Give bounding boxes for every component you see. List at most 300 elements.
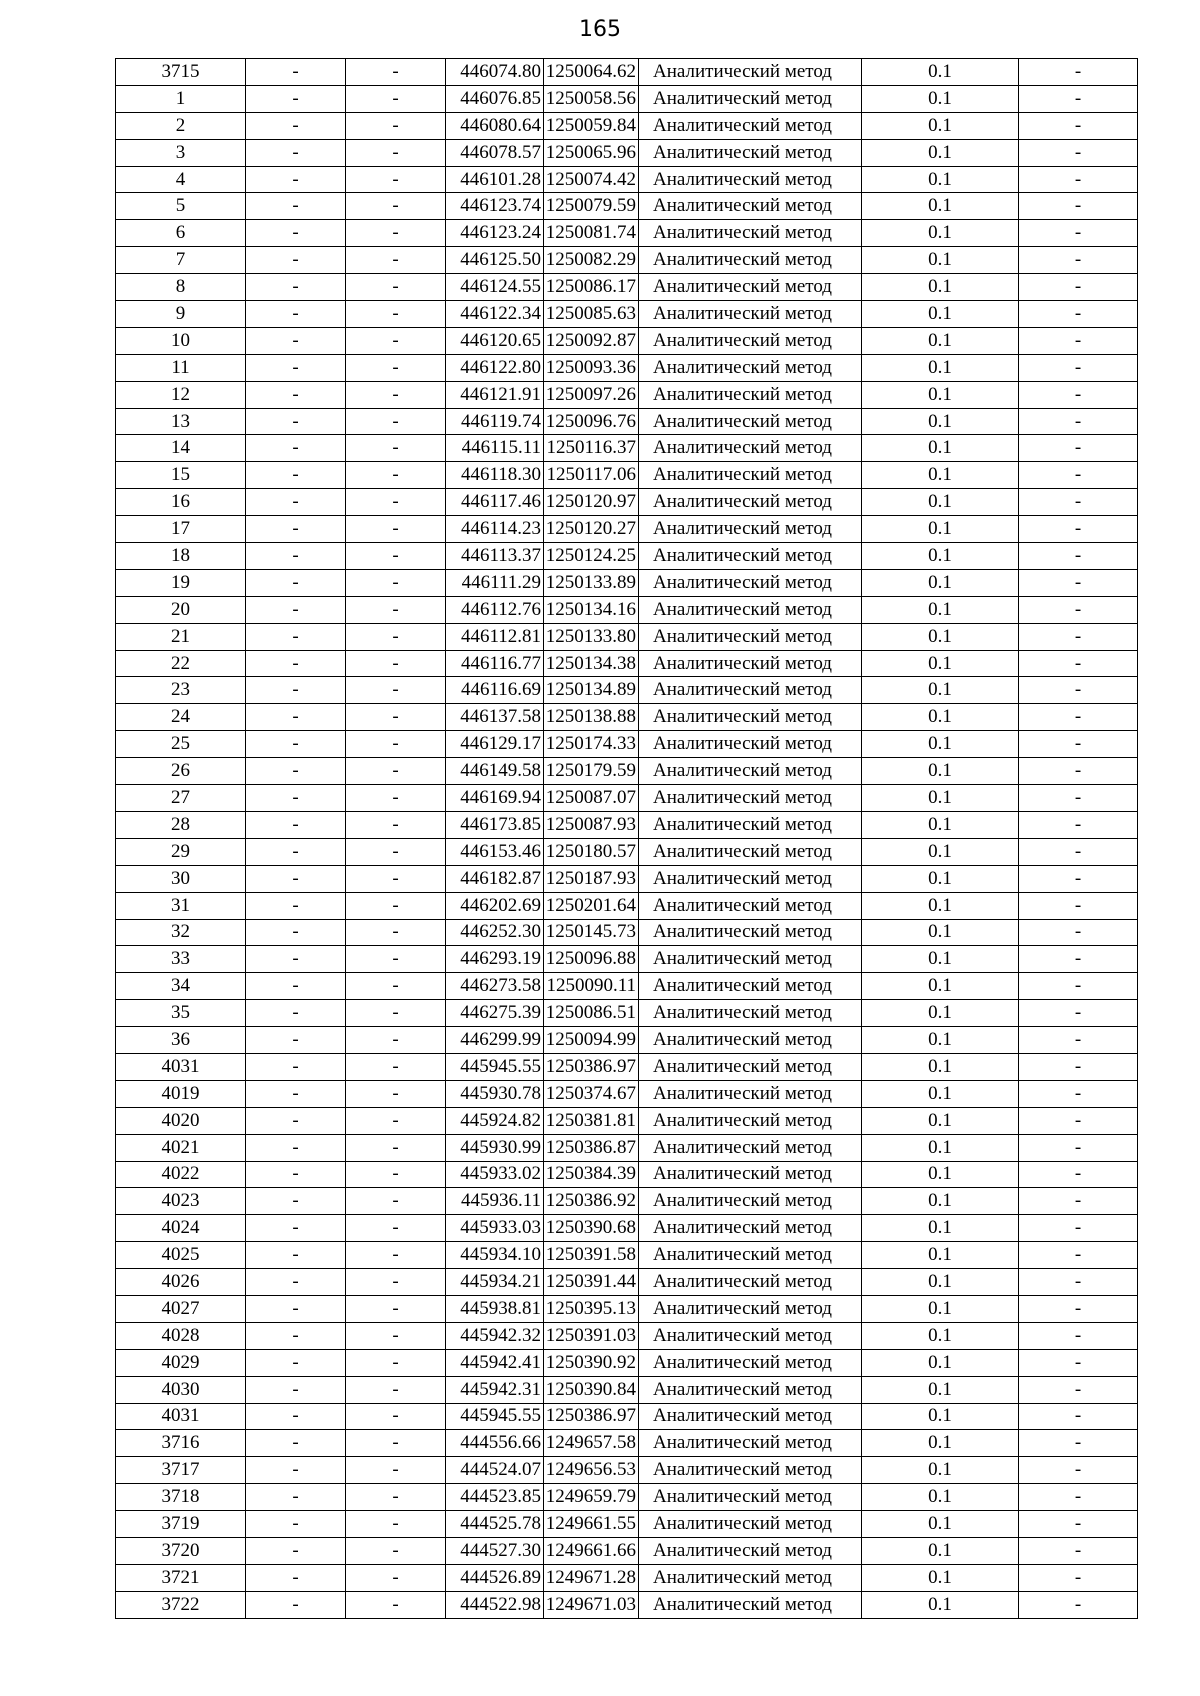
empty-value-cell: - [346, 1000, 446, 1027]
y-coordinate-cell: 1250395.13 [544, 1295, 639, 1322]
x-coordinate-cell: 446129.17 [446, 731, 544, 758]
method-cell: Аналитический метод [639, 811, 862, 838]
x-coordinate-cell: 446116.77 [446, 650, 544, 677]
point-number-cell: 4031 [116, 1403, 246, 1430]
method-cell: Аналитический метод [639, 1484, 862, 1511]
y-coordinate-cell: 1250134.89 [544, 677, 639, 704]
point-number-cell: 4019 [116, 1080, 246, 1107]
point-number-cell: 13 [116, 408, 246, 435]
point-number-cell: 29 [116, 838, 246, 865]
empty-value-cell: - [246, 811, 346, 838]
y-coordinate-cell: 1250124.25 [544, 543, 639, 570]
table-row [116, 354, 1138, 381]
note-cell: - [1019, 1457, 1138, 1484]
point-number-cell: 8 [116, 274, 246, 301]
method-cell: Аналитический метод [639, 1215, 862, 1242]
y-coordinate-cell: 1250085.63 [544, 301, 639, 328]
y-coordinate-cell: 1250065.96 [544, 139, 639, 166]
empty-value-cell: - [346, 381, 446, 408]
point-number-cell: 4022 [116, 1161, 246, 1188]
x-coordinate-cell: 446125.50 [446, 247, 544, 274]
empty-value-cell: - [346, 85, 446, 112]
empty-value-cell: - [246, 193, 346, 220]
empty-value-cell: - [246, 59, 346, 86]
note-cell: - [1019, 1269, 1138, 1296]
table-row [116, 139, 1138, 166]
table-row [116, 166, 1138, 193]
y-coordinate-cell: 1250381.81 [544, 1107, 639, 1134]
note-cell: - [1019, 838, 1138, 865]
method-cell: Аналитический метод [639, 1053, 862, 1080]
note-cell: - [1019, 247, 1138, 274]
empty-value-cell: - [246, 1430, 346, 1457]
accuracy-cell: 0.1 [862, 1027, 1019, 1054]
point-number-cell: 4025 [116, 1242, 246, 1269]
empty-value-cell: - [246, 435, 346, 462]
empty-value-cell: - [246, 1000, 346, 1027]
y-coordinate-cell: 1250094.99 [544, 1027, 639, 1054]
y-coordinate-cell: 1250090.11 [544, 973, 639, 1000]
method-cell: Аналитический метод [639, 892, 862, 919]
method-cell: Аналитический метод [639, 408, 862, 435]
empty-value-cell: - [246, 139, 346, 166]
method-cell: Аналитический метод [639, 543, 862, 570]
x-coordinate-cell: 446124.55 [446, 274, 544, 301]
x-coordinate-cell: 446074.80 [446, 59, 544, 86]
y-coordinate-cell: 1250391.03 [544, 1322, 639, 1349]
y-coordinate-cell: 1250133.80 [544, 623, 639, 650]
table-row [116, 1269, 1138, 1296]
empty-value-cell: - [246, 1591, 346, 1618]
empty-value-cell: - [246, 1537, 346, 1564]
point-number-cell: 23 [116, 677, 246, 704]
note-cell: - [1019, 623, 1138, 650]
point-number-cell: 7 [116, 247, 246, 274]
point-number-cell: 18 [116, 543, 246, 570]
empty-value-cell: - [246, 1376, 346, 1403]
point-number-cell: 11 [116, 354, 246, 381]
method-cell: Аналитический метод [639, 489, 862, 516]
note-cell: - [1019, 677, 1138, 704]
accuracy-cell: 0.1 [862, 274, 1019, 301]
x-coordinate-cell: 446113.37 [446, 543, 544, 570]
note-cell: - [1019, 731, 1138, 758]
empty-value-cell: - [346, 731, 446, 758]
x-coordinate-cell: 446114.23 [446, 516, 544, 543]
empty-value-cell: - [246, 865, 346, 892]
table-row [116, 543, 1138, 570]
point-number-cell: 4031 [116, 1053, 246, 1080]
point-number-cell: 35 [116, 1000, 246, 1027]
point-number-cell: 25 [116, 731, 246, 758]
point-number-cell: 22 [116, 650, 246, 677]
table-row [116, 327, 1138, 354]
accuracy-cell: 0.1 [862, 623, 1019, 650]
point-number-cell: 4030 [116, 1376, 246, 1403]
accuracy-cell: 0.1 [862, 1322, 1019, 1349]
point-number-cell: 3719 [116, 1511, 246, 1538]
accuracy-cell: 0.1 [862, 758, 1019, 785]
note-cell: - [1019, 166, 1138, 193]
method-cell: Аналитический метод [639, 1107, 862, 1134]
empty-value-cell: - [246, 1080, 346, 1107]
empty-value-cell: - [246, 301, 346, 328]
y-coordinate-cell: 1250187.93 [544, 865, 639, 892]
accuracy-cell: 0.1 [862, 193, 1019, 220]
empty-value-cell: - [246, 166, 346, 193]
accuracy-cell: 0.1 [862, 1430, 1019, 1457]
method-cell: Аналитический метод [639, 220, 862, 247]
y-coordinate-cell: 1250201.64 [544, 892, 639, 919]
accuracy-cell: 0.1 [862, 516, 1019, 543]
method-cell: Аналитический метод [639, 462, 862, 489]
x-coordinate-cell: 446202.69 [446, 892, 544, 919]
y-coordinate-cell: 1249656.53 [544, 1457, 639, 1484]
note-cell: - [1019, 1000, 1138, 1027]
empty-value-cell: - [246, 1027, 346, 1054]
empty-value-cell: - [246, 1053, 346, 1080]
method-cell: Аналитический метод [639, 785, 862, 812]
method-cell: Аналитический метод [639, 516, 862, 543]
coordinates-table [115, 58, 1138, 1619]
method-cell: Аналитический метод [639, 1000, 862, 1027]
note-cell: - [1019, 516, 1138, 543]
note-cell: - [1019, 1027, 1138, 1054]
empty-value-cell: - [346, 516, 446, 543]
y-coordinate-cell: 1249659.79 [544, 1484, 639, 1511]
table-row [116, 220, 1138, 247]
point-number-cell: 9 [116, 301, 246, 328]
accuracy-cell: 0.1 [862, 865, 1019, 892]
y-coordinate-cell: 1250179.59 [544, 758, 639, 785]
method-cell: Аналитический метод [639, 1349, 862, 1376]
table-row [116, 381, 1138, 408]
table-row [116, 408, 1138, 435]
empty-value-cell: - [246, 1188, 346, 1215]
empty-value-cell: - [346, 1511, 446, 1538]
x-coordinate-cell: 444523.85 [446, 1484, 544, 1511]
method-cell: Аналитический метод [639, 1080, 862, 1107]
table-row [116, 489, 1138, 516]
x-coordinate-cell: 446112.81 [446, 623, 544, 650]
x-coordinate-cell: 445942.31 [446, 1376, 544, 1403]
empty-value-cell: - [346, 1430, 446, 1457]
accuracy-cell: 0.1 [862, 301, 1019, 328]
point-number-cell: 2 [116, 112, 246, 139]
empty-value-cell: - [346, 1322, 446, 1349]
point-number-cell: 30 [116, 865, 246, 892]
table-row [116, 1376, 1138, 1403]
accuracy-cell: 0.1 [862, 731, 1019, 758]
x-coordinate-cell: 445934.21 [446, 1269, 544, 1296]
point-number-cell: 6 [116, 220, 246, 247]
empty-value-cell: - [246, 1511, 346, 1538]
point-number-cell: 12 [116, 381, 246, 408]
accuracy-cell: 0.1 [862, 139, 1019, 166]
y-coordinate-cell: 1250384.39 [544, 1161, 639, 1188]
empty-value-cell: - [246, 1295, 346, 1322]
empty-value-cell: - [246, 327, 346, 354]
empty-value-cell: - [246, 892, 346, 919]
accuracy-cell: 0.1 [862, 1564, 1019, 1591]
method-cell: Аналитический метод [639, 85, 862, 112]
y-coordinate-cell: 1250086.17 [544, 274, 639, 301]
y-coordinate-cell: 1249661.66 [544, 1537, 639, 1564]
empty-value-cell: - [246, 1269, 346, 1296]
x-coordinate-cell: 446101.28 [446, 166, 544, 193]
table-row [116, 247, 1138, 274]
y-coordinate-cell: 1250386.97 [544, 1053, 639, 1080]
x-coordinate-cell: 445942.32 [446, 1322, 544, 1349]
empty-value-cell: - [346, 1537, 446, 1564]
table-row [116, 1000, 1138, 1027]
method-cell: Аналитический метод [639, 1295, 862, 1322]
accuracy-cell: 0.1 [862, 1188, 1019, 1215]
empty-value-cell: - [346, 354, 446, 381]
method-cell: Аналитический метод [639, 677, 862, 704]
method-cell: Аналитический метод [639, 731, 862, 758]
empty-value-cell: - [346, 1484, 446, 1511]
empty-value-cell: - [346, 1376, 446, 1403]
empty-value-cell: - [246, 381, 346, 408]
empty-value-cell: - [246, 1403, 346, 1430]
note-cell: - [1019, 1564, 1138, 1591]
note-cell: - [1019, 543, 1138, 570]
table-row [116, 59, 1138, 86]
note-cell: - [1019, 1053, 1138, 1080]
y-coordinate-cell: 1250079.59 [544, 193, 639, 220]
empty-value-cell: - [346, 543, 446, 570]
x-coordinate-cell: 445942.41 [446, 1349, 544, 1376]
x-coordinate-cell: 446182.87 [446, 865, 544, 892]
y-coordinate-cell: 1250097.26 [544, 381, 639, 408]
point-number-cell: 3720 [116, 1537, 246, 1564]
y-coordinate-cell: 1250138.88 [544, 704, 639, 731]
table-row [116, 85, 1138, 112]
y-coordinate-cell: 1250133.89 [544, 569, 639, 596]
empty-value-cell: - [246, 677, 346, 704]
method-cell: Аналитический метод [639, 1269, 862, 1296]
empty-value-cell: - [346, 785, 446, 812]
point-number-cell: 4029 [116, 1349, 246, 1376]
empty-value-cell: - [246, 462, 346, 489]
y-coordinate-cell: 1250386.97 [544, 1403, 639, 1430]
method-cell: Аналитический метод [639, 758, 862, 785]
y-coordinate-cell: 1249671.28 [544, 1564, 639, 1591]
x-coordinate-cell: 444526.89 [446, 1564, 544, 1591]
accuracy-cell: 0.1 [862, 677, 1019, 704]
empty-value-cell: - [346, 1457, 446, 1484]
accuracy-cell: 0.1 [862, 1403, 1019, 1430]
note-cell: - [1019, 1349, 1138, 1376]
empty-value-cell: - [346, 973, 446, 1000]
x-coordinate-cell: 446149.58 [446, 758, 544, 785]
empty-value-cell: - [246, 543, 346, 570]
x-coordinate-cell: 444527.30 [446, 1537, 544, 1564]
table-row [116, 1564, 1138, 1591]
table-row [116, 919, 1138, 946]
point-number-cell: 3722 [116, 1591, 246, 1618]
table-row [116, 650, 1138, 677]
note-cell: - [1019, 327, 1138, 354]
accuracy-cell: 0.1 [862, 381, 1019, 408]
table-row [116, 623, 1138, 650]
accuracy-cell: 0.1 [862, 1053, 1019, 1080]
point-number-cell: 17 [116, 516, 246, 543]
method-cell: Аналитический метод [639, 1430, 862, 1457]
empty-value-cell: - [346, 1134, 446, 1161]
note-cell: - [1019, 811, 1138, 838]
empty-value-cell: - [246, 596, 346, 623]
empty-value-cell: - [246, 247, 346, 274]
point-number-cell: 4020 [116, 1107, 246, 1134]
method-cell: Аналитический метод [639, 381, 862, 408]
y-coordinate-cell: 1250093.36 [544, 354, 639, 381]
table-row [116, 1591, 1138, 1618]
point-number-cell: 4 [116, 166, 246, 193]
table-row [116, 1537, 1138, 1564]
note-cell: - [1019, 435, 1138, 462]
note-cell: - [1019, 946, 1138, 973]
note-cell: - [1019, 85, 1138, 112]
y-coordinate-cell: 1250059.84 [544, 112, 639, 139]
accuracy-cell: 0.1 [862, 596, 1019, 623]
table-row [116, 1027, 1138, 1054]
empty-value-cell: - [346, 139, 446, 166]
point-number-cell: 5 [116, 193, 246, 220]
empty-value-cell: - [246, 1322, 346, 1349]
x-coordinate-cell: 446111.29 [446, 569, 544, 596]
x-coordinate-cell: 445933.03 [446, 1215, 544, 1242]
empty-value-cell: - [346, 274, 446, 301]
table-row [116, 946, 1138, 973]
table-row [116, 1134, 1138, 1161]
empty-value-cell: - [246, 1349, 346, 1376]
table-row [116, 1403, 1138, 1430]
note-cell: - [1019, 489, 1138, 516]
accuracy-cell: 0.1 [862, 435, 1019, 462]
method-cell: Аналитический метод [639, 112, 862, 139]
empty-value-cell: - [246, 838, 346, 865]
empty-value-cell: - [346, 892, 446, 919]
empty-value-cell: - [346, 327, 446, 354]
x-coordinate-cell: 446173.85 [446, 811, 544, 838]
table-row [116, 274, 1138, 301]
note-cell: - [1019, 220, 1138, 247]
note-cell: - [1019, 462, 1138, 489]
table-row [116, 892, 1138, 919]
empty-value-cell: - [346, 946, 446, 973]
point-number-cell: 4021 [116, 1134, 246, 1161]
y-coordinate-cell: 1250074.42 [544, 166, 639, 193]
table-row [116, 462, 1138, 489]
empty-value-cell: - [346, 247, 446, 274]
point-number-cell: 26 [116, 758, 246, 785]
accuracy-cell: 0.1 [862, 704, 1019, 731]
empty-value-cell: - [346, 919, 446, 946]
table-row [116, 758, 1138, 785]
table-row [116, 785, 1138, 812]
empty-value-cell: - [346, 1215, 446, 1242]
empty-value-cell: - [246, 112, 346, 139]
point-number-cell: 16 [116, 489, 246, 516]
note-cell: - [1019, 1484, 1138, 1511]
x-coordinate-cell: 445945.55 [446, 1403, 544, 1430]
empty-value-cell: - [246, 1161, 346, 1188]
empty-value-cell: - [346, 193, 446, 220]
note-cell: - [1019, 1295, 1138, 1322]
method-cell: Аналитический метод [639, 1322, 862, 1349]
note-cell: - [1019, 381, 1138, 408]
x-coordinate-cell: 446169.94 [446, 785, 544, 812]
method-cell: Аналитический метод [639, 166, 862, 193]
method-cell: Аналитический метод [639, 354, 862, 381]
note-cell: - [1019, 973, 1138, 1000]
table-row [116, 1080, 1138, 1107]
y-coordinate-cell: 1250134.38 [544, 650, 639, 677]
y-coordinate-cell: 1250390.84 [544, 1376, 639, 1403]
x-coordinate-cell: 446299.99 [446, 1027, 544, 1054]
point-number-cell: 4026 [116, 1269, 246, 1296]
accuracy-cell: 0.1 [862, 1349, 1019, 1376]
accuracy-cell: 0.1 [862, 1511, 1019, 1538]
accuracy-cell: 0.1 [862, 1484, 1019, 1511]
empty-value-cell: - [346, 1161, 446, 1188]
table-row [116, 1242, 1138, 1269]
point-number-cell: 14 [116, 435, 246, 462]
method-cell: Аналитический метод [639, 59, 862, 86]
note-cell: - [1019, 1322, 1138, 1349]
note-cell: - [1019, 274, 1138, 301]
point-number-cell: 4023 [116, 1188, 246, 1215]
empty-value-cell: - [346, 1349, 446, 1376]
method-cell: Аналитический метод [639, 1564, 862, 1591]
point-number-cell: 20 [116, 596, 246, 623]
method-cell: Аналитический метод [639, 1376, 862, 1403]
y-coordinate-cell: 1250134.16 [544, 596, 639, 623]
accuracy-cell: 0.1 [862, 1161, 1019, 1188]
table-row [116, 569, 1138, 596]
y-coordinate-cell: 1250174.33 [544, 731, 639, 758]
x-coordinate-cell: 446123.24 [446, 220, 544, 247]
x-coordinate-cell: 445938.81 [446, 1295, 544, 1322]
x-coordinate-cell: 446119.74 [446, 408, 544, 435]
table-row [116, 193, 1138, 220]
method-cell: Аналитический метод [639, 650, 862, 677]
accuracy-cell: 0.1 [862, 1591, 1019, 1618]
empty-value-cell: - [246, 1242, 346, 1269]
x-coordinate-cell: 444522.98 [446, 1591, 544, 1618]
empty-value-cell: - [246, 220, 346, 247]
note-cell: - [1019, 1080, 1138, 1107]
table-row [116, 973, 1138, 1000]
accuracy-cell: 0.1 [862, 462, 1019, 489]
note-cell: - [1019, 569, 1138, 596]
x-coordinate-cell: 446122.80 [446, 354, 544, 381]
accuracy-cell: 0.1 [862, 327, 1019, 354]
x-coordinate-cell: 444556.66 [446, 1430, 544, 1457]
empty-value-cell: - [246, 919, 346, 946]
note-cell: - [1019, 1403, 1138, 1430]
empty-value-cell: - [246, 623, 346, 650]
accuracy-cell: 0.1 [862, 1107, 1019, 1134]
point-number-cell: 4024 [116, 1215, 246, 1242]
empty-value-cell: - [346, 811, 446, 838]
y-coordinate-cell: 1250145.73 [544, 919, 639, 946]
table-row [116, 1053, 1138, 1080]
note-cell: - [1019, 408, 1138, 435]
note-cell: - [1019, 1591, 1138, 1618]
